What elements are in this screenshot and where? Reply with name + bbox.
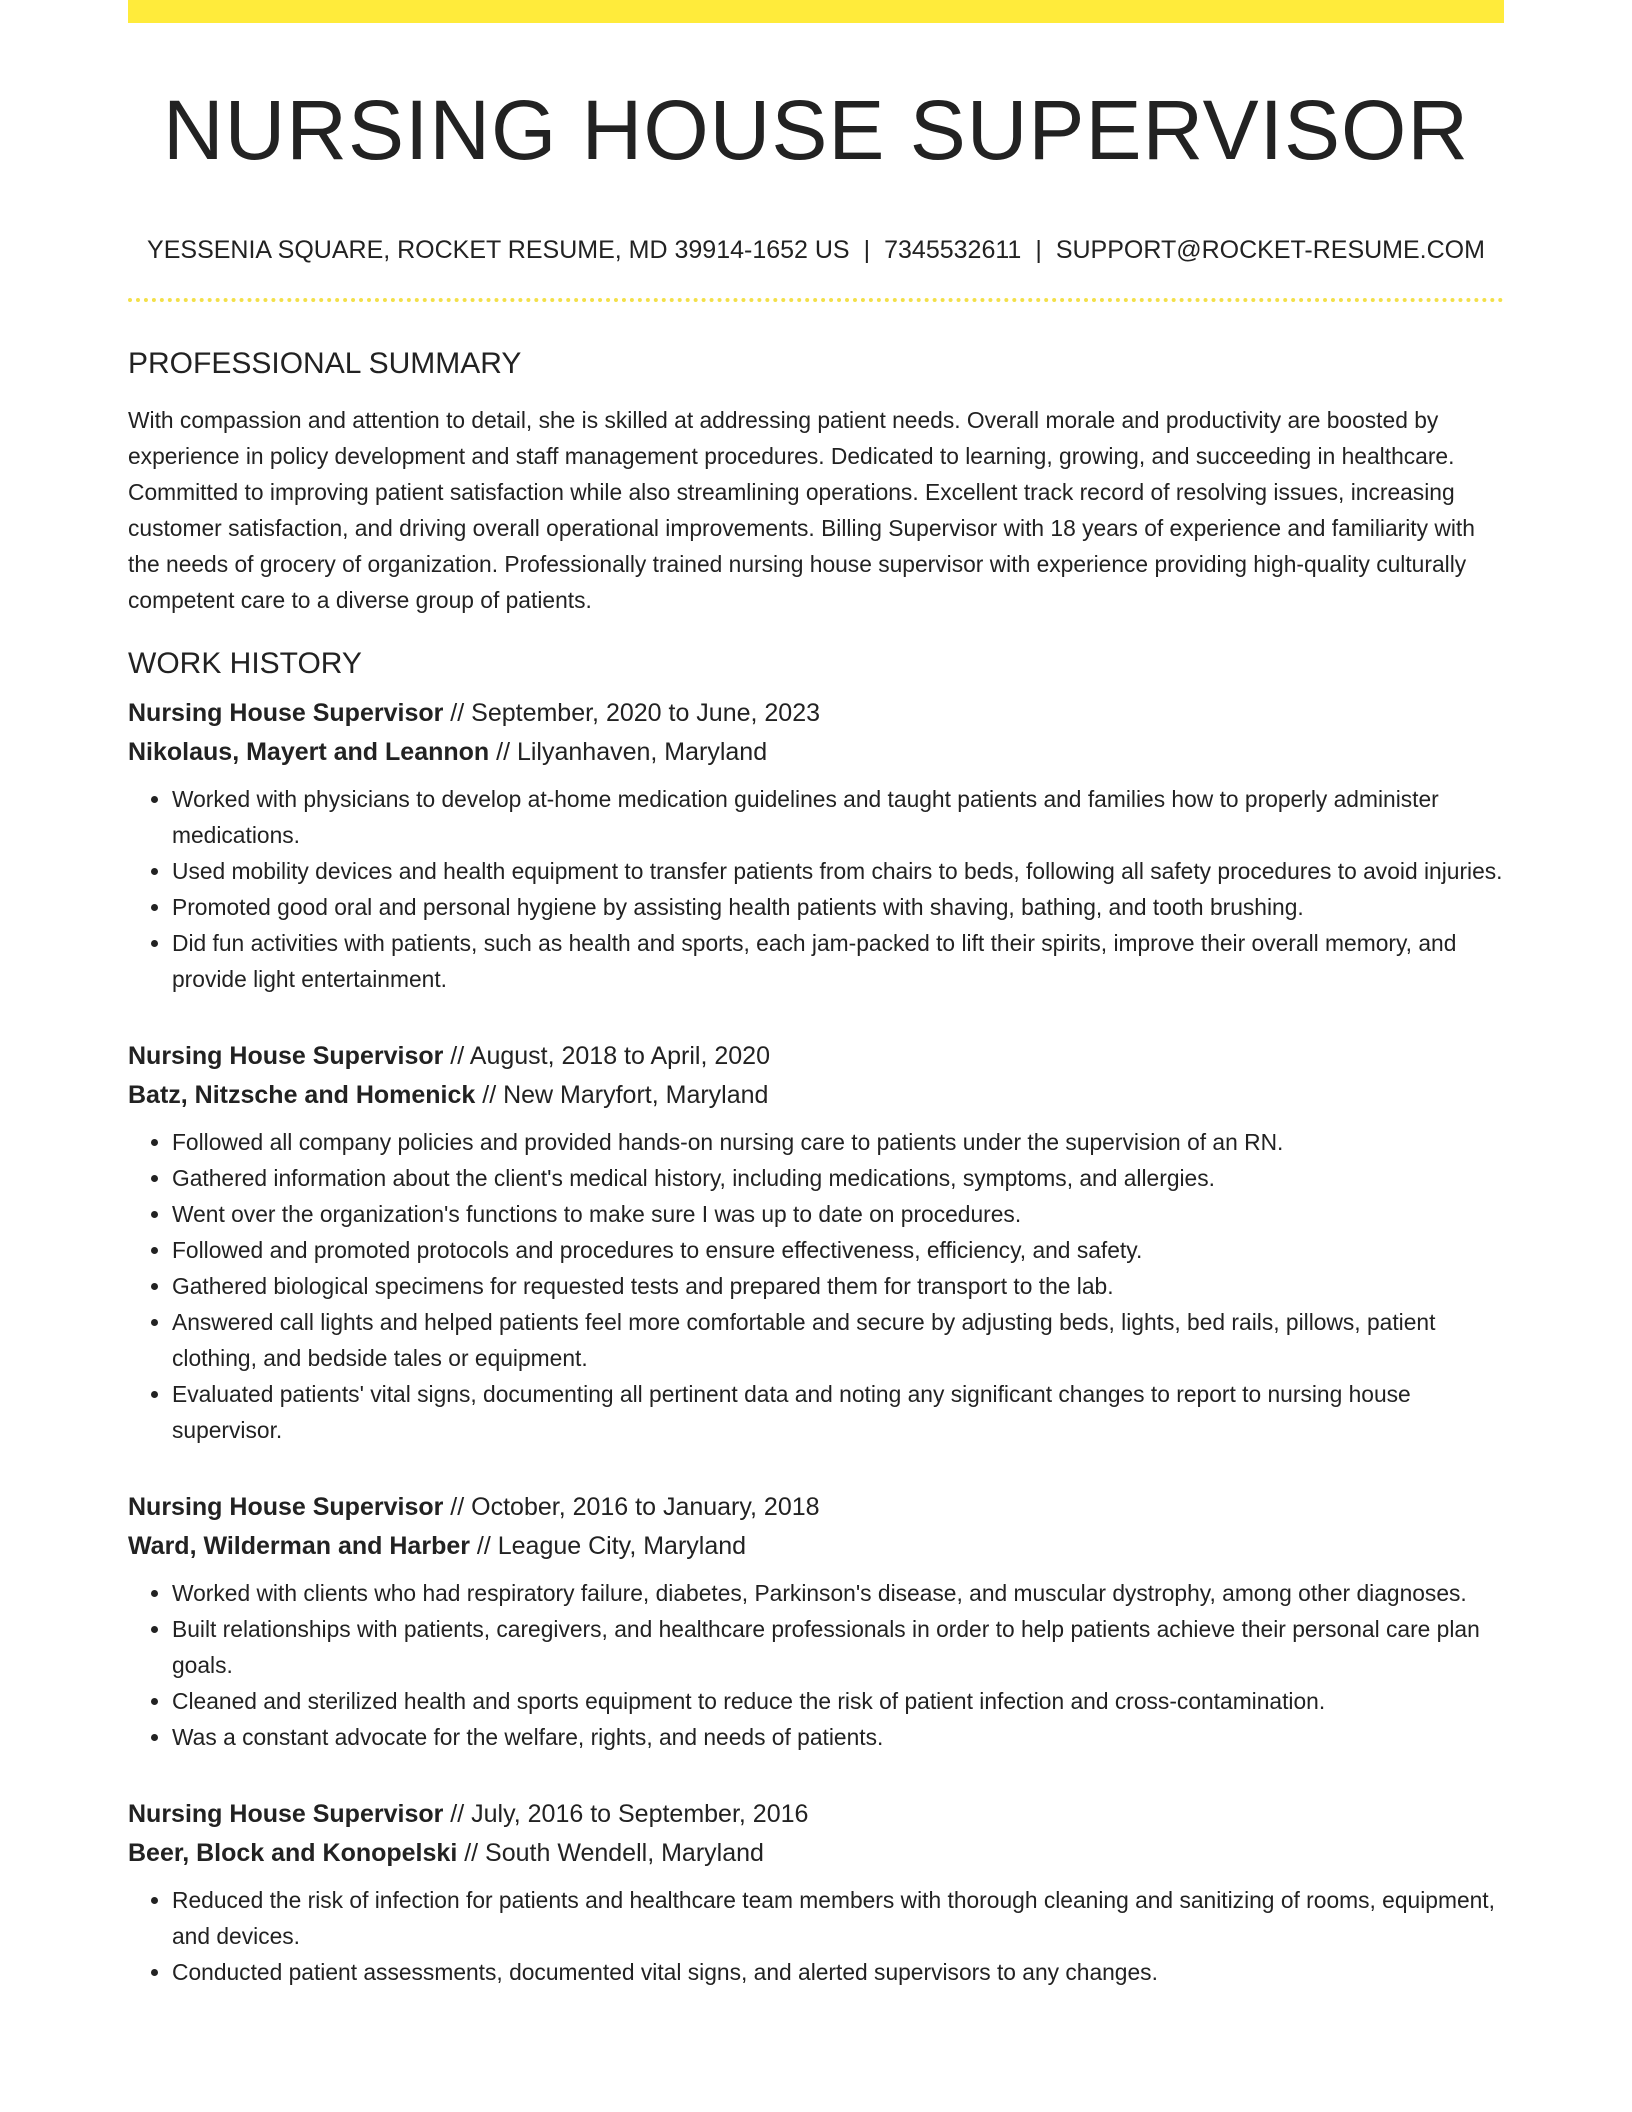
job-company-line: [128, 1076, 1504, 1115]
job-location: // New Maryfort, Maryland: [475, 1081, 769, 1109]
job-bullet: • Answered call lights and helped patients feel more comfortable and secure by adjusting beds, lights, bed rails, pillows, patient clothing, and bedside tales or equipment.: [172, 1304, 1504, 1376]
job-bullet: • Used mobility devices and health equipment to transfer patients from chairs to beds, following all safety procedures to avoid injuries.: [172, 853, 1504, 889]
job-dates: // October, 2016 to January, 2018: [443, 1493, 820, 1521]
job-bullet: • Went over the organization's functions to make sure I was up to date on procedures.: [172, 1196, 1504, 1232]
work-history-list: [128, 694, 1504, 1990]
job-bullets: [128, 1575, 1504, 1755]
job-entry: [128, 694, 1504, 997]
job-company-line: [128, 1834, 1504, 1873]
job-bullet: • Built relationships with patients, caregivers, and healthcare professionals in order to help patients achieve their personal care plan goals.: [172, 1611, 1504, 1683]
resume-title: NURSING HOUSE SUPERVISOR: [162, 83, 1470, 177]
job-bullet: • Worked with physicians to develop at-home medication guidelines and taught patients and families how to properly administer medications.: [172, 781, 1504, 853]
job-dates: // July, 2016 to September, 2016: [443, 1800, 809, 1828]
job-company: Batz, Nitzsche and Homenick: [128, 1081, 476, 1109]
job-role: Nursing House Supervisor: [128, 1800, 444, 1828]
job-bullets: [128, 781, 1504, 997]
job-bullet: • Cleaned and sterilized health and sports equipment to reduce the risk of patient infection and cross-contamination.: [172, 1683, 1504, 1719]
job-dates: // September, 2020 to June, 2023: [443, 699, 821, 727]
summary-text: With compassion and attention to detail, she is skilled at addressing patient needs. Overall morale and productivity are boosted by experience in policy development and staff management procedures. Dedicated to learning, growing, and succeeding in healthcare. Committed to improving patient satisfaction while also streamlining operations. Excellent track record of resolving issues, increasing customer satisfaction, and driving overall operational improvements. Billing Supervisor with 18 years of experience and familiarity with the needs of grocery of organization. Professionally trained nursing house supervisor with experience providing high-quality culturally competent care to a diverse group of patients.: [128, 407, 1475, 613]
job-bullet: • Reduced the risk of infection for patients and healthcare team members with thorough cleaning and sanitizing of rooms, equipment, and devices.: [172, 1882, 1504, 1954]
contact-email: SUPPORT@ROCKET-RESUME.COM: [1055, 236, 1485, 264]
job-bullet: • Was a constant advocate for the welfare, rights, and needs of patients.: [172, 1719, 1504, 1755]
work-history-heading: WORK HISTORY: [128, 647, 362, 680]
job-location: // League City, Maryland: [469, 1532, 747, 1560]
job-bullet: • Followed all company policies and provided hands-on nursing care to patients under the supervision of an RN.: [172, 1124, 1504, 1160]
job-bullet: • Gathered biological specimens for requested tests and prepared them for transport to the lab.: [172, 1268, 1504, 1304]
job-company-line: [128, 733, 1504, 772]
job-role: Nursing House Supervisor: [128, 699, 444, 727]
job-role: Nursing House Supervisor: [128, 1042, 444, 1070]
job-role-line: [128, 1488, 1504, 1527]
contact-line: [128, 234, 1504, 266]
job-company-line: [128, 1527, 1504, 1566]
resume-content: [128, 0, 1504, 1990]
job-bullet: • Promoted good oral and personal hygiene by assisting health patients with shaving, bathing, and tooth brushing.: [172, 889, 1504, 925]
job-company: Ward, Wilderman and Harber: [128, 1532, 470, 1560]
job-entry: [128, 1488, 1504, 1755]
job-dates: // August, 2018 to April, 2020: [443, 1042, 770, 1070]
job-company: Nikolaus, Mayert and Leannon: [128, 738, 490, 766]
job-entry: [128, 1795, 1504, 1990]
job-company: Beer, Block and Konopelski: [128, 1839, 458, 1867]
contact-separator: |: [863, 236, 871, 264]
summary-heading: PROFESSIONAL SUMMARY: [128, 347, 522, 380]
job-entry: [128, 1037, 1504, 1448]
job-bullet: • Gathered information about the client's medical history, including medications, symptoms, and allergies.: [172, 1160, 1504, 1196]
job-bullet: • Worked with clients who had respiratory failure, diabetes, Parkinson's disease, and muscular dystrophy, among other diagnoses.: [172, 1575, 1504, 1611]
job-role-line: [128, 1037, 1504, 1076]
job-role: Nursing House Supervisor: [128, 1493, 444, 1521]
job-bullet: • Followed and promoted protocols and procedures to ensure effectiveness, efficiency, and safety.: [172, 1232, 1504, 1268]
job-bullets: [128, 1124, 1504, 1448]
job-location: // South Wendell, Maryland: [457, 1839, 764, 1867]
job-location: // Lilyanhaven, Maryland: [489, 738, 768, 766]
job-bullet: • Did fun activities with patients, such as health and sports, each jam-packed to lift their spirits, improve their overall memory, and provide light entertainment.: [172, 925, 1504, 997]
job-role-line: [128, 1795, 1504, 1834]
contact-separator: |: [1035, 236, 1042, 264]
job-bullet: • Conducted patient assessments, documented vital signs, and alerted supervisors to any changes.: [172, 1954, 1504, 1990]
header-divider: [128, 298, 1504, 302]
contact-phone: 7345532611: [884, 236, 1022, 264]
contact-address: YESSENIA SQUARE, ROCKET RESUME, MD 39914-1652 US: [147, 236, 850, 264]
job-bullet: • Evaluated patients' vital signs, documenting all pertinent data and noting any significant changes to report to nursing house supervisor.: [172, 1376, 1504, 1448]
job-bullets: [128, 1882, 1504, 1990]
job-role-line: [128, 694, 1504, 733]
